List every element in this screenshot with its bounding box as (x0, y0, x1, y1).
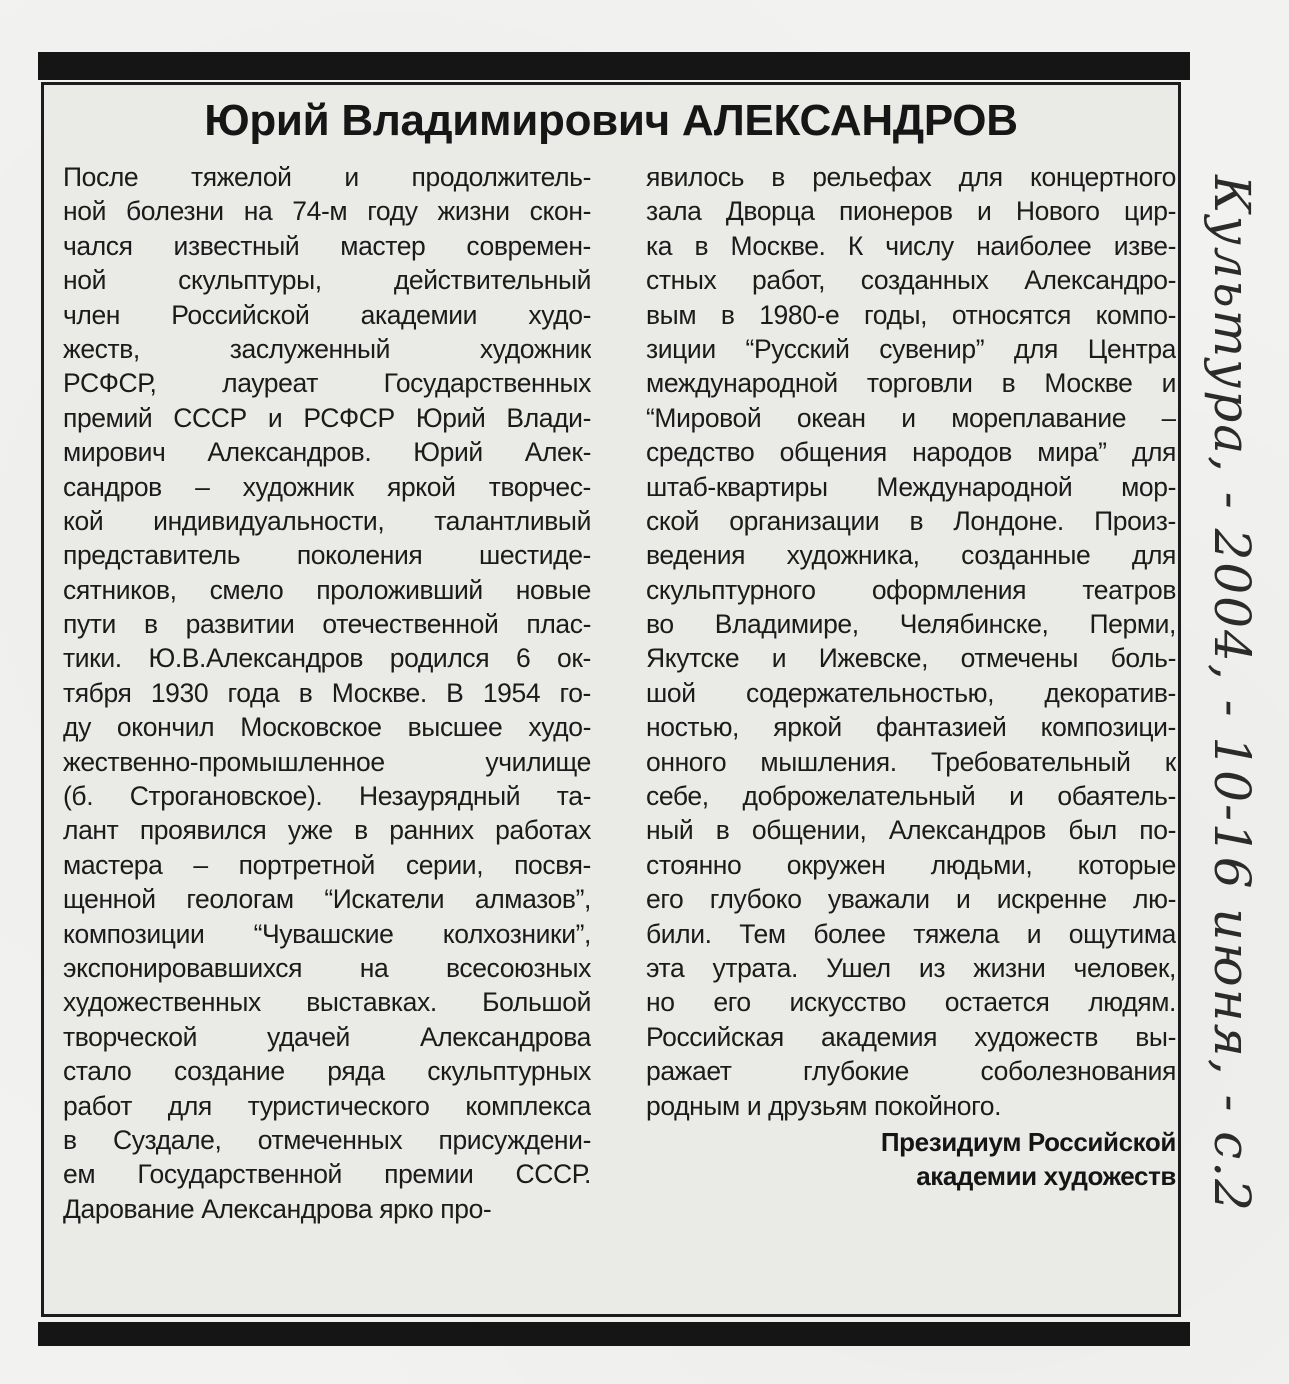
text-line: ведения художника, созданные для (646, 540, 1176, 571)
text-line: ностью, яркой фантазией композици- (646, 712, 1176, 743)
text-line: ской организации в Лондоне. Произ- (646, 505, 1176, 536)
text-line: творческой удачей Александрова (63, 1021, 591, 1052)
text-line: премий СССР и РСФСР Юрий Влади- (63, 402, 591, 433)
text-line: Российская академия художеств вы- (646, 1021, 1176, 1052)
text-line: лант проявился уже в ранних работах (63, 815, 591, 846)
signature (616, 1125, 1176, 1193)
text-line: в Суздале, отмеченных присуждени- (63, 1124, 591, 1155)
text-line: шой содержательностью, декоратив- (646, 677, 1176, 708)
text-line: во Владимире, Челябинске, Перми, (646, 609, 1176, 640)
text-line: композиции “Чувашские колхозники”, (63, 918, 591, 949)
text-line: тики. Ю.В.Александров родился 6 ок- (63, 643, 591, 674)
text-line: жеств, заслуженный художник (63, 333, 591, 364)
text-line: ной болезни на 74-м году жизни скон- (63, 196, 591, 227)
text-line: сятников, смело проложивший новые (63, 574, 591, 605)
text-line: чался известный мастер современ- (63, 230, 591, 261)
handwritten-annotation (1198, 100, 1268, 1330)
text-line: член Российской академии худо- (63, 299, 591, 330)
text-line: щенной геологам “Искатели алмазов”, (63, 884, 591, 915)
text-line: международной торговли в Москве и (646, 368, 1176, 399)
text-line: стоянно окружен людьми, которые (646, 849, 1176, 880)
text-line: себе, доброжелательный и обаятель- (646, 781, 1176, 812)
text-line: экспонировавшихся на всесоюзных (63, 952, 591, 983)
text-line: ка в Москве. К числу наиболее изве- (646, 230, 1176, 261)
text-line: зала Дворца пионеров и Нового цир- (646, 196, 1176, 227)
text-line: штаб-квартиры Международной мор- (646, 471, 1176, 502)
left-column (63, 160, 591, 1226)
bottom-rule (38, 1322, 1190, 1346)
signature-line: академии художеств (916, 1161, 1176, 1192)
top-rule (38, 52, 1190, 80)
text-line: эта утрата. Ушел из жизни человек, (646, 952, 1176, 983)
text-line: средство общения народов мира” для (646, 437, 1176, 468)
text-line: РСФСР, лауреат Государственных (63, 368, 591, 399)
text-line: После тяжелой и продолжитель- (63, 162, 591, 192)
text-line: сандров – художник яркой творчес- (63, 471, 591, 502)
text-line: вым в 1980-е годы, относятся компо- (646, 299, 1176, 330)
text-line: явилось в рельефах для концертного (646, 162, 1176, 192)
text-line: Дарование Александрова ярко про- (63, 1193, 492, 1224)
text-line: кой индивидуальности, талантливый (63, 505, 591, 536)
text-line: ной скульптуры, действительный (63, 265, 591, 296)
text-line: онного мышления. Требовательный к (646, 746, 1176, 777)
text-line: ем Государственной премии СССР. (63, 1159, 591, 1190)
text-line: били. Тем более тяжела и ощутима (646, 918, 1176, 949)
text-line: представитель поколения шестиде- (63, 540, 591, 571)
obituary-title: Юрий Владимирович АЛЕКСАНДРОВ (204, 96, 1018, 145)
text-line: тября 1930 года в Москве. В 1954 го- (63, 677, 591, 708)
signature-line: Президиум Российской (880, 1127, 1176, 1158)
text-line: ду окончил Московское высшее худо- (63, 712, 591, 743)
text-line: зиции “Русский сувенир” для Центра (646, 333, 1176, 364)
text-line: работ для туристического комплекса (63, 1090, 591, 1121)
right-column (646, 160, 1176, 1123)
text-line: “Мировой океан и мореплавание – (646, 402, 1176, 433)
text-line: мирович Александров. Юрий Алек- (63, 437, 591, 468)
text-line: родным и друзьям покойного. (646, 1090, 1002, 1121)
text-line: художественных выставках. Большой (63, 987, 591, 1018)
handwritten-source-note: Культура, - 2004, - 10-16 июня, - с.2 (1203, 175, 1261, 1213)
text-line: мастера – портретной серии, посвя- (63, 849, 591, 880)
text-line: (б. Строгановское). Незаурядный та- (63, 781, 591, 812)
text-line: его глубоко уважали и искренне лю- (646, 884, 1176, 915)
text-line: ный в общении, Александров был по- (646, 815, 1176, 846)
text-line: ражает глубокие соболезнования (646, 1056, 1176, 1087)
text-line: но его искусство остается людям. (646, 987, 1176, 1018)
text-line: пути в развитии отечественной плас- (63, 609, 591, 640)
text-line: скульптурного оформления театров (646, 574, 1176, 605)
text-line: стных работ, созданных Александро- (646, 265, 1176, 296)
text-line: стало создание ряда скульптурных (63, 1056, 591, 1087)
text-line: жественно-промышленное училище (63, 746, 591, 777)
text-line: Якутске и Ижевске, отмечены боль- (646, 643, 1176, 674)
